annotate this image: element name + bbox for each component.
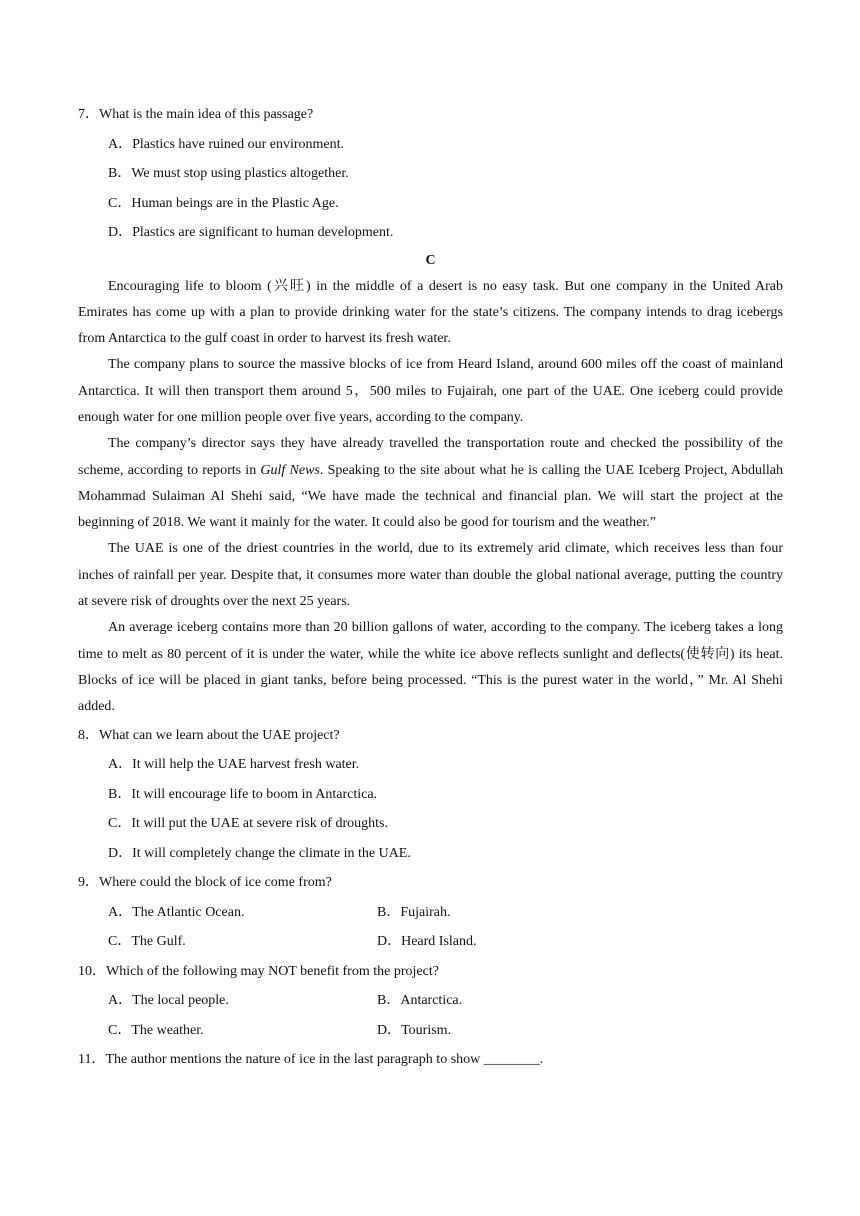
passage-paragraph-1: Encouraging life to bloom (兴旺) in the middle of a desert is no easy task. But one company in the United Arab Emirates has come up with a plan to provide drinking water for the state’s citizens. The company intends to drag icebergs from Antarctica to the gulf coast in order to harvest its fresh water. [78,278,783,347]
question-7 [78,100,783,248]
question-10-options-row-2 [78,1016,783,1046]
exam-page [78,100,783,1075]
question-7-option-c: C．Human beings are in the Plastic Age. [108,195,339,211]
question-8-option-c: C．It will put the UAE at severe risk of droughts. [108,816,388,832]
section-title: C [425,252,436,268]
question-9-option-a: A．The Atlantic Ocean. [108,904,245,920]
question-10-option-d: D．Tourism. [377,1022,452,1038]
question-7-stem: 7．What is the main idea of this passage? [78,107,314,122]
question-10 [78,957,783,1046]
question-9-option-d: D．Heard Island. [377,934,477,950]
question-9-option-b: B．Fujairah. [377,904,451,920]
question-7-option-d: D．Plastics are significant to human development. [108,225,394,240]
paragraph-3-source-name: Gulf News [260,462,320,478]
paragraph-3-text-before: The company’s director says they have already travelled the transportation route and checked the possibility of the scheme, according to reports in [78,436,783,478]
question-10-stem: 10．Which of the following may NOT benefit from the project? [78,963,439,979]
question-10-options-row-1 [78,986,783,1016]
question-7-option-a: A．Plastics have ruined our environment. [108,136,345,152]
passage-paragraph-2: The company plans to source the massive blocks of ice from Heard Island, around 600 miles off the coast of mainland Antarctica. It will then transport them around 5，500 miles to Fujairah, one part of the UAE. One iceberg could provide enough water for one million people over five years, according to the company. [78,357,783,425]
paragraph-3-text-after: . Speaking to the site about what he is calling the UAE Iceberg Project, Abdullah Mohammad Sulaiman Al Shehi said, “We have made the technical and financial plan. We will start the project at the beginning of 2018. We want it mainly for the water. It could also be good for tourism and the weather.” [78,462,783,531]
question-11-stem: 11．The author mentions the nature of ice in the last paragraph to show ________. [78,1052,544,1068]
question-8 [78,721,783,869]
question-10-option-a: A．The local people. [108,993,229,1009]
passage-paragraph-3 [78,431,783,536]
reading-passage [78,274,783,721]
question-9-stem: 9．Where could the block of ice come from? [78,875,332,891]
question-11 [78,1045,783,1075]
question-10-option-c: C．The weather. [108,1022,204,1038]
question-8-stem: 8．What can we learn about the UAE project? [78,727,340,743]
passage-paragraph-4: The UAE is one of the driest countries in the world, due to its extremely arid climate, which receives less than four inches of rainfall per year. Despite that, it consumes more water than double the global national average, putting the country at severe risk of droughts over the next 25 years. [78,541,783,610]
question-9 [78,868,783,957]
question-10-option-b: B．Antarctica. [377,993,463,1009]
question-7-option-b: B．We must stop using plastics altogether. [108,166,349,181]
question-8-option-d: D．It will completely change the climate in the UAE. [108,845,411,861]
passage-paragraph-5: An average iceberg contains more than 20 billion gallons of water, according to the company. The iceberg takes a long time to melt as 80 percent of it is under the water, while the white ice above reflects sunlight and deflects(使转向) its heat. Blocks of ice will be placed in giant tanks, before being processed. “This is the purest water in the world，” Mr. Al Shehi added. [78,620,783,715]
question-9-options-row-2 [78,927,783,957]
question-8-option-a: A．It will help the UAE harvest fresh water. [108,757,360,773]
question-9-options-row-1 [78,898,783,928]
question-8-option-b: B．It will encourage life to boom in Antarctica. [108,786,378,802]
question-9-option-c: C．The Gulf. [108,934,186,950]
